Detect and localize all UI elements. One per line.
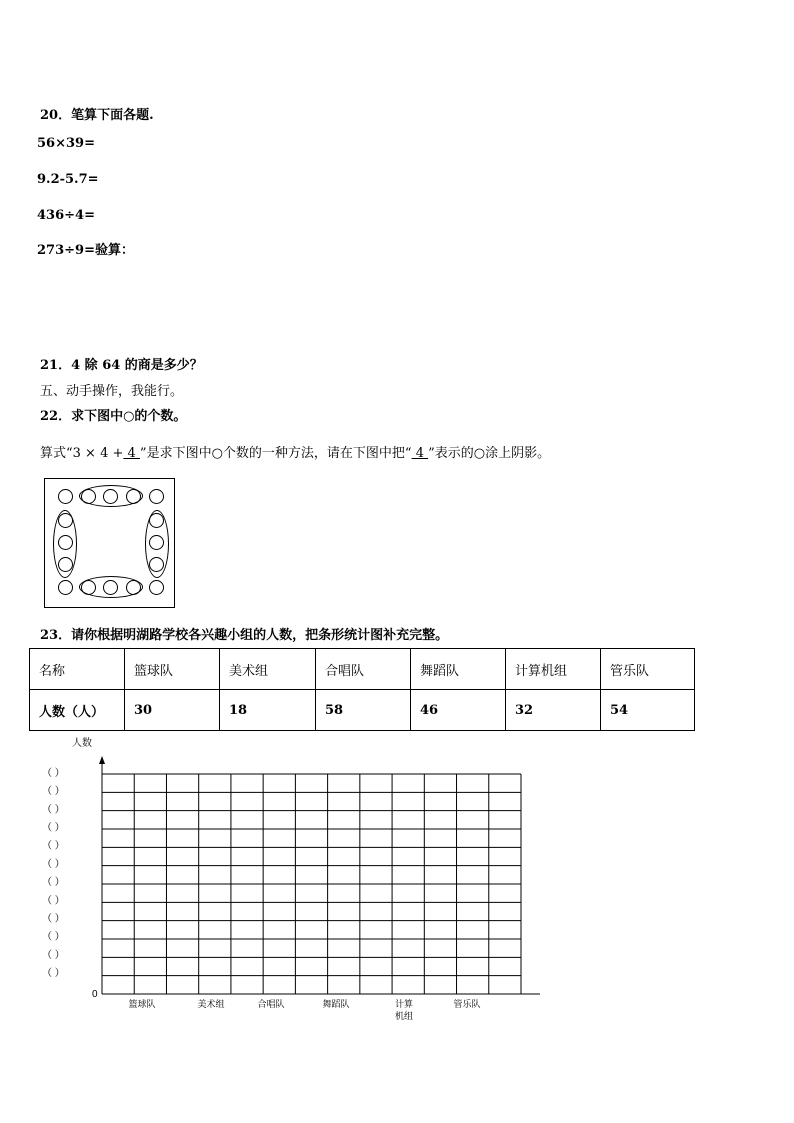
- y-tick-placeholder: （ ）: [42, 786, 65, 798]
- q22-description: [40, 442, 550, 461]
- table-header-cell: 计算机组: [506, 649, 601, 690]
- circle-right-2: [149, 535, 164, 550]
- y-tick-placeholder: （ ）: [42, 768, 65, 779]
- y-tick-placeholder: （ ）: [42, 931, 65, 943]
- q23-title: 23．请你根据明湖路学校各兴趣小组的人数，把条形统计图补充完整。: [40, 628, 449, 643]
- circle-right-1: [149, 513, 164, 528]
- y-tick-placeholder: （ ）: [42, 877, 65, 889]
- q22-desc-part3: ”表示的○涂上阴影。: [428, 446, 551, 461]
- y-axis-label: 人数: [72, 738, 92, 749]
- x-tick-label: 美术组: [197, 999, 225, 1009]
- table-header-cell: 篮球队: [125, 649, 220, 690]
- x-tick-label: 合唱队: [257, 999, 285, 1009]
- table-header-cell: 舞蹈队: [411, 649, 506, 690]
- q22-desc-part2: ”是求下图中○个数的一种方法，请在下图中把“: [139, 446, 412, 461]
- circle-left-2: [58, 535, 73, 550]
- q20-title: 20．笔算下面各题.: [40, 108, 154, 123]
- y-tick-placeholder: （ ）: [42, 968, 65, 979]
- y-tick-placeholder: （ ）: [42, 804, 65, 816]
- circle-top-4: [126, 489, 141, 504]
- table-cell: 18: [220, 690, 316, 731]
- circle-bottom-4: [126, 580, 141, 595]
- y-tick-placeholder: （ ）: [42, 840, 65, 852]
- x-tick-label: 管乐队: [453, 999, 481, 1009]
- circle-bottom-3: [103, 580, 118, 595]
- circle-top-3: [103, 489, 118, 504]
- table-header-cell: 名称: [30, 649, 125, 690]
- q21-title: 21．4 除 64 的商是多少？: [40, 358, 203, 373]
- y-tick-placeholder: （ ）: [42, 949, 65, 961]
- circle-right-3: [149, 557, 164, 572]
- y-tick-placeholder: （ ）: [42, 895, 65, 907]
- q20-item-1: 56×39=: [37, 136, 95, 151]
- table-row-label: 人数（人）: [30, 690, 125, 731]
- x-tick-label: 机组: [394, 1011, 414, 1021]
- table-cell: 32: [506, 690, 601, 731]
- table-header-row: [30, 649, 695, 690]
- y-tick-placeholder: （ ）: [42, 858, 65, 870]
- q22-title: 22．求下图中○的个数。: [40, 409, 187, 424]
- q20-item-3: 436÷4=: [37, 208, 95, 223]
- q22-desc-blank1: 4: [123, 446, 140, 461]
- table-row: [30, 690, 695, 731]
- table-cell: 30: [125, 690, 220, 731]
- q22-desc-blank2: 4: [411, 446, 429, 461]
- circle-top-1: [58, 489, 73, 504]
- circle-bottom-2: [81, 580, 96, 595]
- circle-bottom-1: [58, 580, 73, 595]
- table-header-cell: 管乐队: [601, 649, 695, 690]
- q20-item-2: 9.2-5.7=: [37, 172, 99, 187]
- team-table: [29, 648, 695, 731]
- circle-top-2: [81, 489, 96, 504]
- y-axis-arrow: [99, 756, 105, 764]
- x-tick-label: 舞蹈队: [322, 999, 350, 1009]
- circle-top-5: [149, 489, 164, 504]
- circles-figure: [44, 478, 175, 608]
- bar-chart: [0, 730, 794, 1030]
- table-cell: 54: [601, 690, 695, 731]
- q22-desc-part1: 算式“3 × 4 +: [40, 446, 124, 461]
- section5-title: 五、动手操作，我能行。: [40, 384, 184, 399]
- origin-label: 0: [92, 989, 98, 1000]
- table-cell: 58: [316, 690, 411, 731]
- x-tick-label: 篮球队: [128, 999, 156, 1009]
- table-header-cell: 美术组: [220, 649, 316, 690]
- circle-bottom-5: [149, 580, 164, 595]
- x-tick-label: 计算: [394, 999, 414, 1009]
- y-tick-placeholder: （ ）: [42, 822, 65, 834]
- circle-left-1: [58, 513, 73, 528]
- table-header-cell: 合唱队: [316, 649, 411, 690]
- q20-item-4: 273÷9=验算：: [37, 243, 134, 258]
- circle-left-3: [58, 557, 73, 572]
- table-cell: 46: [411, 690, 506, 731]
- y-tick-placeholder: （ ）: [42, 913, 65, 925]
